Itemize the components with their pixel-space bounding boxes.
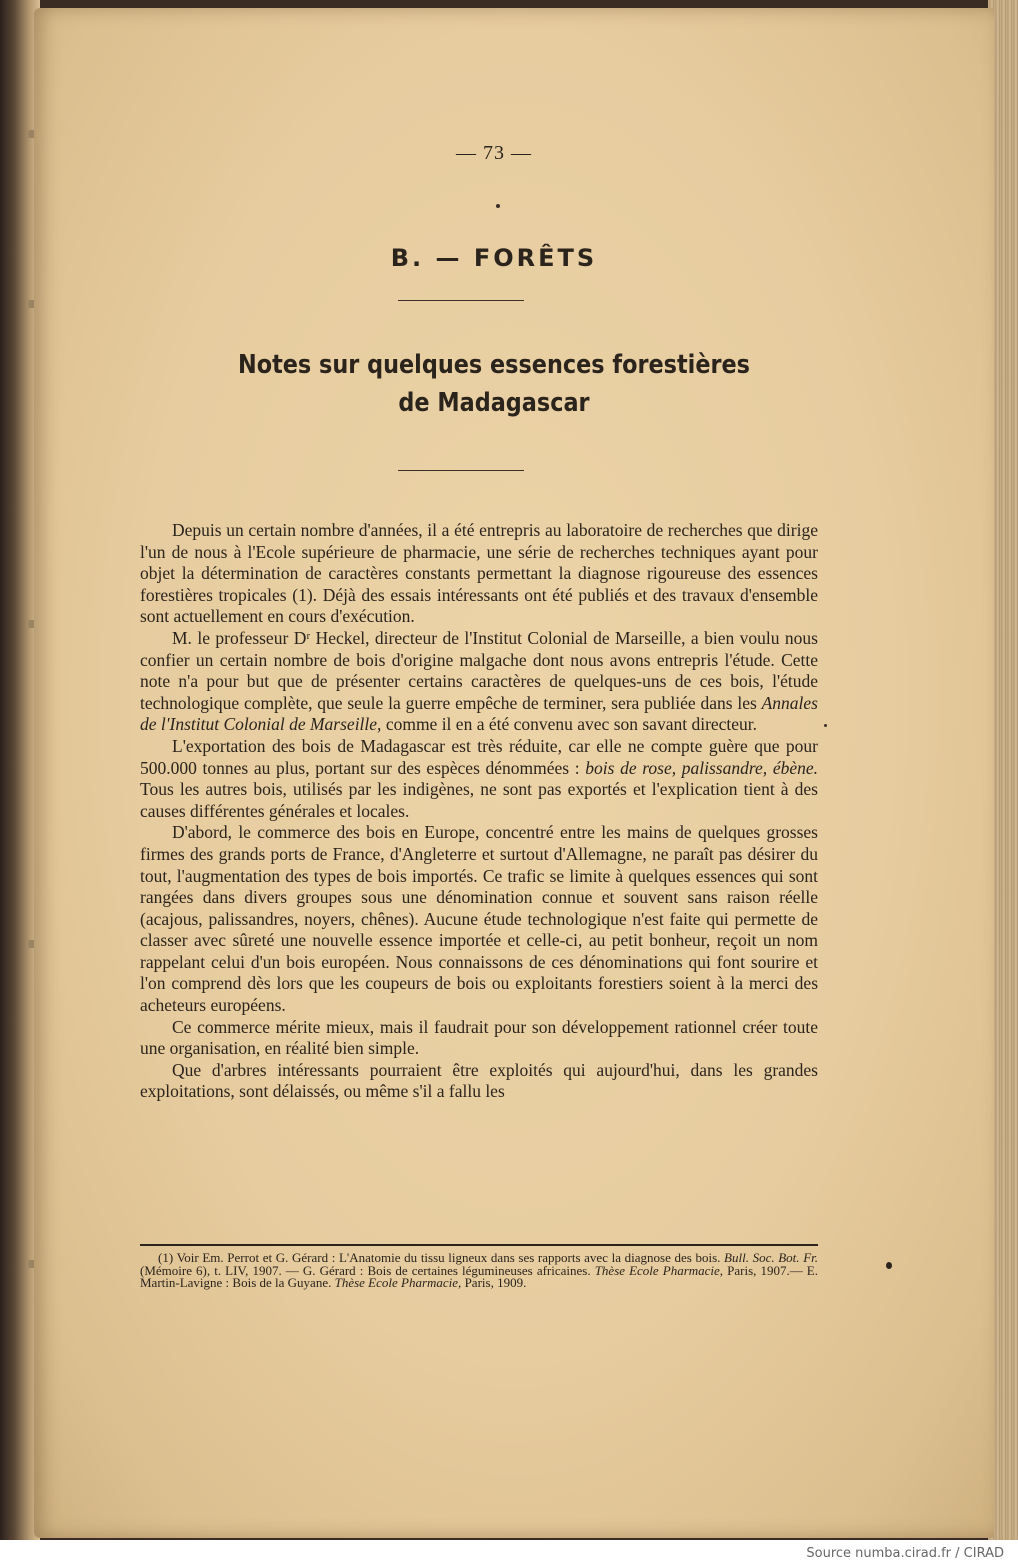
title-rule-top: [398, 300, 524, 301]
paragraph-2-text-a: M. le professeur Dʳ Heckel, directeur de l'Institut Colonial de Marseille, a bien voulu nous confier un certain nombre de bois d'origine malgache dont nous avons entrepris l'étude. Cette note n'a pour but que de présenter certains caractères de quelques-uns de ces bois, l'étude technologique complète, que seule la guerre empêche de terminer, sera publiée dans les: [140, 627, 818, 713]
paragraph-2-text-b: comme il en a été convenu avec son savant directeur.: [385, 714, 758, 735]
footnote-1: [140, 1252, 818, 1290]
footnote-text-1: (1) Voir Em. Perrot et G. Gérard : L'Anatomie du tissu ligneux dans ses rapports avec la diagnose des bois.: [158, 1250, 721, 1265]
footnote-journal-1: Bull. Soc. Bot. Fr.: [724, 1250, 818, 1265]
article-body: [140, 520, 818, 1103]
paragraph-5: Ce commerce mérite mieux, mais il faudrait pour son développement rationnel créer toute une organisation, en réalité bien simple.: [140, 1016, 818, 1059]
paragraph-6: Que d'arbres intéressants pourraient être exploités qui aujourd'hui, dans les grandes exploitations, sont délaissés, ou même s'il a fallu les: [140, 1059, 818, 1102]
footnote-thesis-1: Thèse Ecole Pharmacie,: [594, 1262, 724, 1278]
page-number: — 73 —: [456, 142, 532, 164]
paragraph-1: Depuis un certain nombre d'années, il a été entrepris au laboratoire de recherches que dirige l'un de nous à l'Ecole supérieure de pharmacie, une série de recherches techniques ayant pour objet la détermination de caractères constants permettant la diagnose rigoureuse des essences forestières tropicales (1). Déjà des essais intéressants ont été publiés et des travaux d'ensemble sont actuellement en cours d'exécution.: [140, 520, 818, 627]
wood-names: bois de rose, palissandre, ébène.: [585, 757, 818, 778]
book-page: [34, 8, 994, 1538]
footnote-text-3: Paris, 1907.— E. Martin-Lavigne : Bois de la Guyane.: [140, 1262, 818, 1290]
journal-title-annales: Annales de l'Institut Colonial de Marseille,: [140, 692, 818, 735]
paragraph-3-text-b: Tous les autres bois, utilisés par les indigènes, ne sont pas exportés et l'explication tient à des causes différentes générales et locales.: [140, 779, 818, 821]
footnote-text-2: (Mémoire 6), t. LIV, 1907. — G. Gérard : Bois de certaines légumineuses africaines.: [140, 1262, 591, 1278]
source-credit-link[interactable]: Source numba.cirad.fr / CIRAD: [806, 1546, 1004, 1561]
footnote: [140, 1252, 818, 1290]
ink-speck: [886, 1262, 892, 1269]
footnote-rule: [140, 1244, 818, 1246]
article-title-line-2: de Madagascar: [398, 388, 590, 418]
footnote-text-4: Paris, 1909.: [464, 1275, 527, 1290]
article-title: [219, 346, 769, 422]
section-title: B. — FORÊTS: [390, 244, 598, 272]
source-bar: [0, 1540, 1018, 1566]
title-rule-bottom: [398, 470, 524, 471]
paragraph-4: D'abord, le commerce des bois en Europe, concentré entre les mains de quelques grosses firmes des grands ports de France, d'Angleterre et surtout d'Allemagne, ne paraît pas désirer du tout, l'augmentation des types de bois importés. Ce trafic se limite à quelques essences qui sont rangées dans divers groupes sous une dénomination connue et souvent sans raison réelle (acajous, palissandres, noyers, chênes). Aucune étude technologique n'est faite qui permette de classer avec sûreté une nouvelle essence importée et celle-ci, au petit bonheur, reçoit un nom rappelant celui d'un bois européen. Nous connaissons de ces dénominations qui font sourire et l'on comprend dès lors que les coupeurs de bois ou exploitants forestiers soient à la merci des acheteurs européens.: [140, 822, 818, 1016]
footnote-thesis-2: Thèse Ecole Pharmacie,: [334, 1275, 462, 1290]
ink-speck: [824, 724, 827, 727]
article-title-line-1: Notes sur quelques essences forestières: [238, 350, 750, 380]
paragraph-3: [140, 736, 818, 822]
ink-speck: [496, 204, 500, 208]
paragraph-3-text-a: L'exportation des bois de Madagascar est très réduite, car elle ne compte guère que pour 500.000 tonnes au plus, portant sur des espèces dénommées :: [140, 735, 818, 778]
paragraph-2: [140, 628, 818, 736]
